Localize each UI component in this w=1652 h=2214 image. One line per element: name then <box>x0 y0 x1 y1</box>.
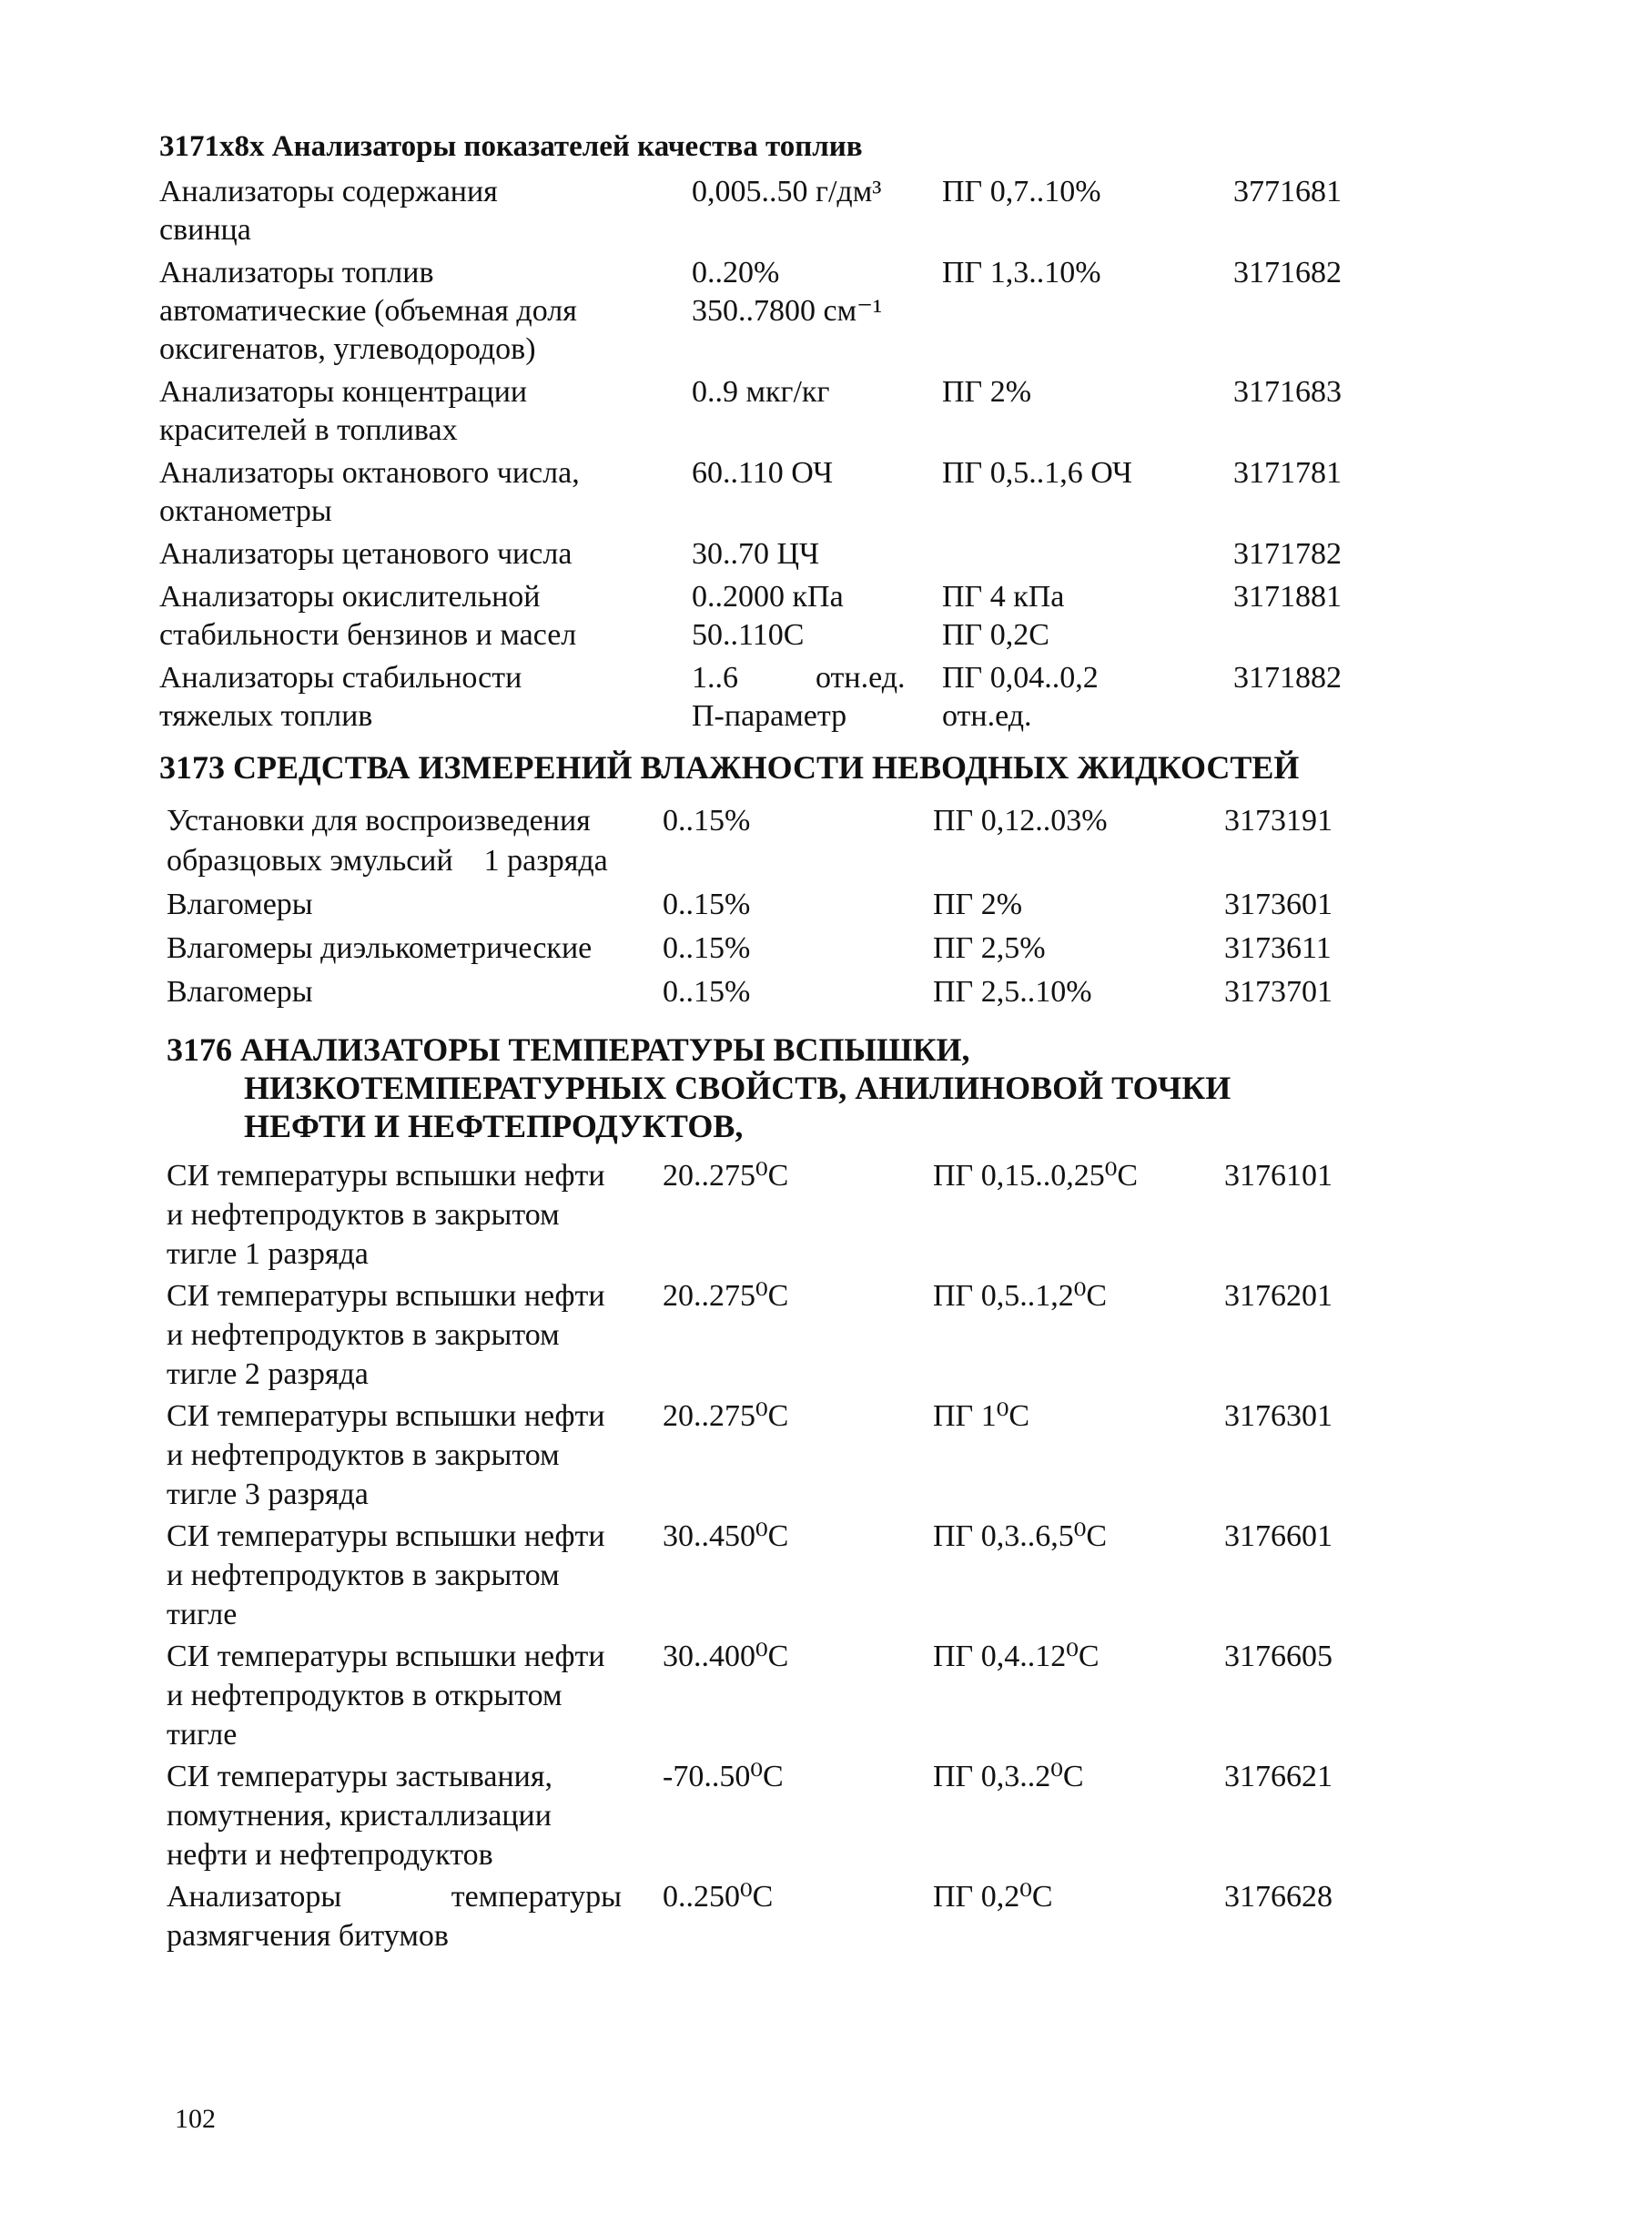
instrument-name: Анализаторы стабильности тяжелых топлив <box>159 661 522 733</box>
instrument-name: Влагомеры диэлькометрические <box>167 931 593 965</box>
instrument-name: СИ температуры застывания, помутнения, кристаллизации нефти и нефтепродуктов <box>167 1760 552 1872</box>
instrument-code: 3771681 <box>1233 175 1342 208</box>
instrument-name: Анализаторы октанового числа, октанометры <box>159 456 580 528</box>
error-limit: ПГ 0,5..1,6 ОЧ <box>942 456 1133 490</box>
measurement-range: 30..450⁰С <box>663 1519 789 1553</box>
table-row <box>159 1156 1370 1274</box>
measurement-range: 0..15% <box>663 804 751 838</box>
instrument-name: СИ температуры вспышки нефти и нефтепродуктов в закрытом тигле 2 разряда <box>167 1279 605 1391</box>
page-number: 102 <box>175 2104 216 2134</box>
instrument-code: 3176628 <box>1224 1880 1333 1914</box>
measurement-range: 0..2000 кПа 50..110С <box>692 580 844 652</box>
instrument-name <box>159 1877 663 1955</box>
instrument-code: 3171781 <box>1233 456 1342 490</box>
measurement-range: 30..400⁰С <box>663 1640 789 1673</box>
table-row <box>159 801 1370 881</box>
table-row <box>159 1757 1370 1874</box>
section-3171-table <box>159 173 1370 736</box>
measurement-range: 1..6 отн.ед. П-параметр <box>692 661 906 733</box>
table-row <box>159 1637 1370 1754</box>
instrument-code: 3176605 <box>1224 1640 1333 1673</box>
instrument-code: 3171881 <box>1233 580 1342 614</box>
instrument-code: 3176601 <box>1224 1519 1333 1553</box>
instrument-code: 3171782 <box>1233 537 1342 571</box>
section-3173-table <box>159 801 1370 1012</box>
error-limit: ПГ 0,5..1,2⁰С <box>933 1279 1108 1313</box>
error-limit: ПГ 0,3..2⁰С <box>933 1760 1084 1793</box>
error-limit: ПГ 0,15..0,25⁰С <box>933 1159 1139 1193</box>
instrument-name: Влагомеры <box>167 975 313 1009</box>
instrument-name: СИ температуры вспышки нефти и нефтепродуктов в закрытом тигле 3 разряда <box>167 1399 605 1511</box>
measurement-range: 20..275⁰С <box>663 1279 789 1313</box>
measurement-range: -70..50⁰С <box>663 1760 784 1793</box>
measurement-range: 0..9 мкг/кг <box>692 375 830 409</box>
table-row <box>159 1396 1370 1514</box>
table-row <box>159 454 1370 531</box>
instrument-name: Анализаторы топлив автоматические (объемная доля оксигенатов, углеводородов) <box>159 256 577 366</box>
table-row <box>159 535 1370 574</box>
table-row <box>159 885 1370 925</box>
instrument-code: 3171682 <box>1233 256 1342 289</box>
table-row <box>159 929 1370 969</box>
instrument-code: 3173601 <box>1224 888 1333 921</box>
error-limit: ПГ 0,7..10% <box>942 175 1101 208</box>
measurement-range: 0..250⁰С <box>663 1880 774 1914</box>
instrument-name: Анализаторы цетанового числа <box>159 537 573 571</box>
instrument-name: СИ температуры вспышки нефти и нефтепродуктов в открытом тигле <box>167 1640 605 1752</box>
error-limit: ПГ 2,5% <box>933 931 1046 965</box>
error-limit: ПГ 0,4..12⁰С <box>933 1640 1100 1673</box>
section-title-3176 <box>159 1031 1370 1145</box>
table-row <box>159 1276 1370 1394</box>
error-limit: ПГ 0,2⁰С <box>933 1880 1053 1914</box>
section-title-line-2: НИЗКОТЕМПЕРАТУРНЫХ СВОЙСТВ, АНИЛИНОВОЙ ТОЧКИ <box>244 1070 1231 1106</box>
measurement-range: 30..70 ЦЧ <box>692 537 820 571</box>
instrument-name: Анализаторы содержания свинца <box>159 175 498 247</box>
error-limit: ПГ 0,04..0,2 отн.ед. <box>942 661 1099 733</box>
error-limit: ПГ 0,3..6,5⁰С <box>933 1519 1108 1553</box>
measurement-range: 20..275⁰С <box>663 1399 789 1433</box>
instrument-name: СИ температуры вспышки нефти и нефтепродуктов в закрытом тигле <box>167 1519 605 1631</box>
instrument-code: 3176301 <box>1224 1399 1333 1433</box>
error-limit: ПГ 4 кПа ПГ 0,2С <box>942 580 1065 652</box>
instrument-code: 3173191 <box>1224 804 1333 838</box>
error-limit: ПГ 2% <box>933 888 1023 921</box>
section-3176-table <box>159 1156 1370 1955</box>
instrument-name-line-2: размягчения битумов <box>167 1919 449 1953</box>
error-limit: ПГ 1⁰С <box>933 1399 1030 1433</box>
instrument-name-line-1: Анализаторы температуры <box>167 1880 622 1914</box>
error-limit: ПГ 1,3..10% <box>942 256 1101 289</box>
table-row <box>159 972 1370 1012</box>
table-row <box>159 578 1370 655</box>
instrument-code: 3176621 <box>1224 1760 1333 1793</box>
measurement-range: 0..15% <box>663 931 751 965</box>
table-row <box>159 1517 1370 1634</box>
measurement-range: 0..15% <box>663 888 751 921</box>
instrument-code: 3173701 <box>1224 975 1333 1009</box>
measurement-range: 0..20% 350..7800 см⁻¹ <box>692 256 883 328</box>
instrument-code: 3171882 <box>1233 661 1342 695</box>
measurement-range: 0,005..50 г/дм³ <box>692 175 882 208</box>
measurement-range: 0..15% <box>663 975 751 1009</box>
page-content <box>159 127 1370 1955</box>
error-limit: ПГ 2% <box>942 375 1032 409</box>
measurement-range: 60..110 ОЧ <box>692 456 834 490</box>
instrument-code: 3173611 <box>1224 931 1332 965</box>
instrument-name: Установки для воспроизведения образцовых эмульсий 1 разряда <box>167 804 608 878</box>
instrument-code: 3176101 <box>1224 1159 1333 1193</box>
table-row <box>159 1877 1370 1955</box>
section-title-line-1: 3176 АНАЛИЗАТОРЫ ТЕМПЕРАТУРЫ ВСПЫШКИ, <box>167 1031 970 1068</box>
error-limit: ПГ 2,5..10% <box>933 975 1092 1009</box>
instrument-code: 3176201 <box>1224 1279 1333 1313</box>
instrument-name: Анализаторы окислительной стабильности бензинов и масел <box>159 580 577 652</box>
measurement-range: 20..275⁰С <box>663 1159 789 1193</box>
instrument-name: Анализаторы концентрации красителей в топливах <box>159 375 528 447</box>
table-row <box>159 373 1370 450</box>
instrument-name: Влагомеры <box>167 888 313 921</box>
table-row <box>159 173 1370 249</box>
section-title-line-3: НЕФТИ И НЕФТЕПРОДУКТОВ, <box>244 1108 744 1144</box>
instrument-code: 3171683 <box>1233 375 1342 409</box>
section-title-3173: 3173 СРЕДСТВА ИЗМЕРЕНИЙ ВЛАЖНОСТИ НЕВОДНЫХ ЖИДКОСТЕЙ <box>159 749 1300 786</box>
section-title-3171: 3171х8х Анализаторы показателей качества топлив <box>159 130 863 163</box>
table-row <box>159 659 1370 736</box>
instrument-name: СИ температуры вспышки нефти и нефтепродуктов в закрытом тигле 1 разряда <box>167 1159 605 1271</box>
error-limit: ПГ 0,12..03% <box>933 804 1108 838</box>
table-row <box>159 254 1370 369</box>
